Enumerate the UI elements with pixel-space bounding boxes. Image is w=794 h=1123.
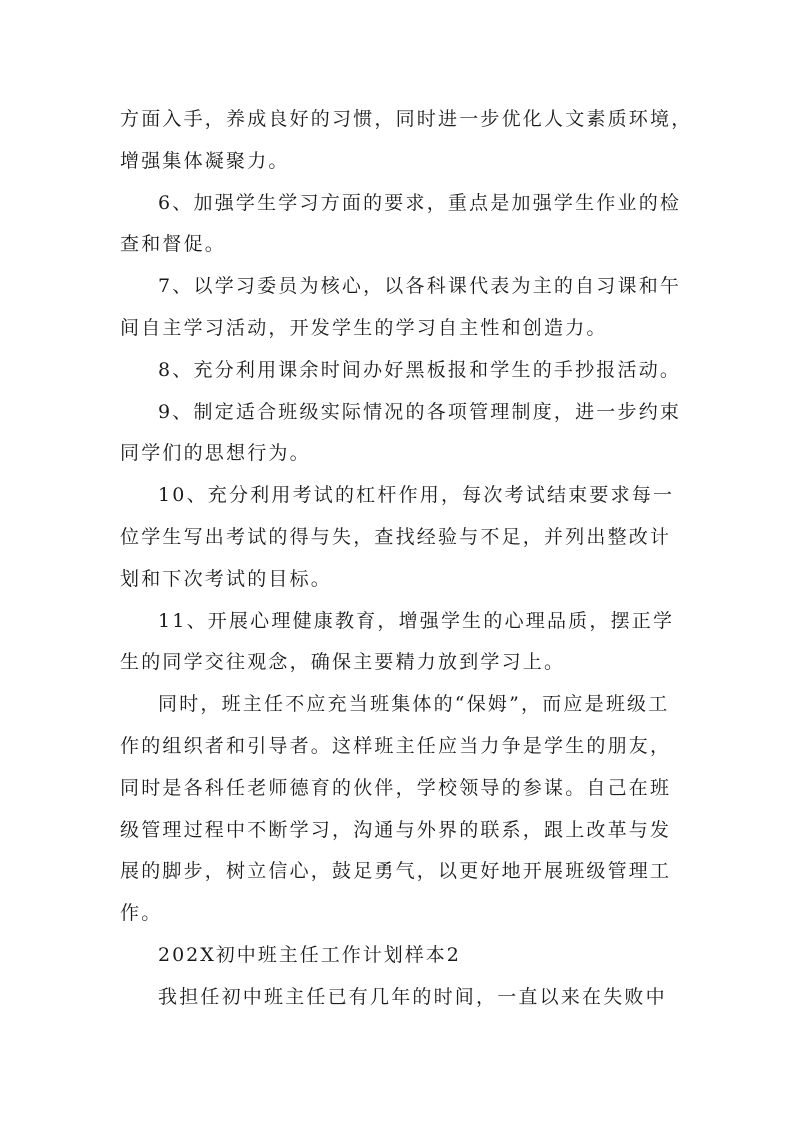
paragraph-start: 我担任初中班主任已有几年的时间，一直以来在失败中	[158, 985, 667, 1008]
text-line: 作的组织者和引导者。这样班主任应当力争是学生的朋友，	[120, 734, 672, 757]
text-line: 展的脚步，树立信心，鼓足勇气，以更好地开展班级管理工	[120, 860, 672, 883]
text-line: 级管理过程中不断学习，沟通与外界的联系，跟上改革与发	[120, 818, 672, 841]
section-heading: 202X初中班主任工作计划样本2	[158, 943, 461, 966]
text-line: 查和督促。	[120, 233, 227, 256]
text-line: 划和下次考试的目标。	[120, 567, 333, 590]
text-line: 位学生写出考试的得与失，查找经验与不足，并列出整改计	[120, 525, 672, 548]
text-line: 间自主学习活动，开发学生的学习自主性和创造力。	[120, 316, 608, 339]
text-line: 方面入手，养成良好的习惯，同时进一步优化人文素质环境，	[120, 108, 693, 130]
text-line: 增强集体凝聚力。	[120, 149, 290, 172]
text-line: 生的同学交往观念，确保主要精力放到学习上。	[120, 651, 566, 674]
list-item-6: 6、加强学生学习方面的要求，重点是加强学生作业的检	[158, 191, 682, 214]
list-item-8: 8、充分利用课余时间办好黑板报和学生的手抄报活动。	[158, 358, 682, 381]
text-line: 同时是各科任老师德育的伙伴，学校领导的参谋。自己在班	[120, 776, 672, 799]
list-item-11: 11、开展心理健康教育，增强学生的心理品质，摆正学	[158, 609, 675, 632]
list-item-9: 9、制定适合班级实际情况的各项管理制度，进一步约束	[158, 400, 682, 423]
text-line: 同学们的思想行为。	[120, 442, 311, 465]
text-line: 作。	[120, 902, 163, 925]
document-body	[120, 99, 693, 1019]
list-item-7: 7、以学习委员为核心，以各科课代表为主的自习课和午	[158, 275, 682, 298]
list-item-10: 10、充分利用考试的杠杆作用，每次考试结束要求每一	[158, 484, 675, 507]
paragraph-start: 同时，班主任不应充当班集体的“保姆”，而应是班级工	[158, 693, 670, 716]
